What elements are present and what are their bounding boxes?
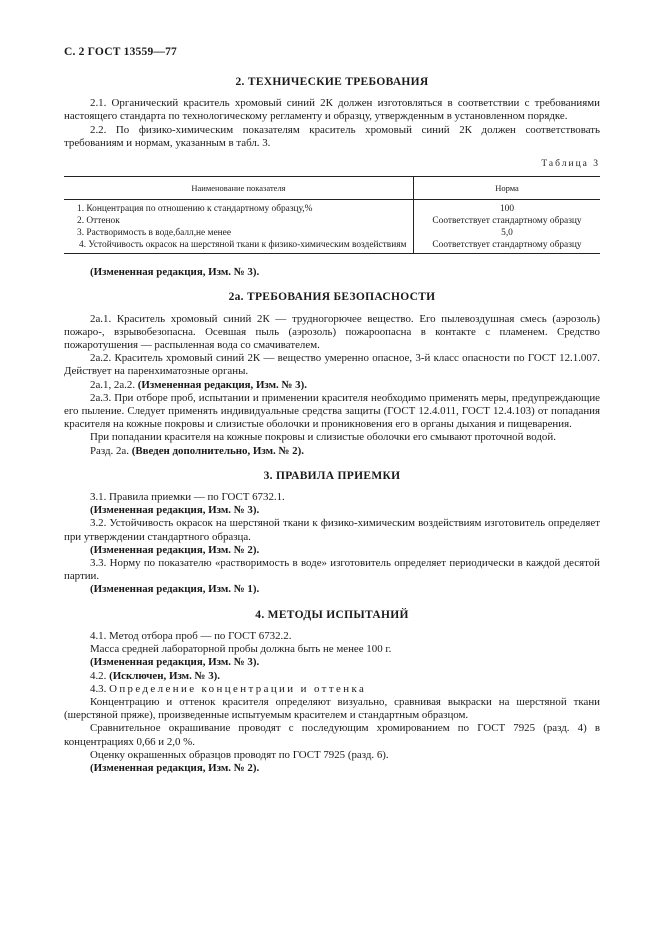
paragraph-4-3-c: Оценку окрашенных образцов проводят по ГОСТ 7925 (разд. 6). (90, 748, 389, 761)
paragraph-2-1: 2.1. Органический краситель хромовый синий 2К должен изготовляться в соответствии с требованиями настоящего стандарта по технологическому регламенту и образцу, утвержденным в установленном порядке. (64, 97, 600, 123)
table-caption: Таблица 3 (541, 159, 600, 170)
section-title-test-methods: 4. МЕТОДЫ ИСПЫТАНИЙ (255, 608, 409, 621)
paragraph-4-1-cont: Масса средней лабораторной пробы должна быть не менее 100 г. (90, 643, 392, 656)
amendment-note: (Измененная редакция, Изм. № 2). (90, 543, 260, 556)
page-header: С. 2 ГОСТ 13559—77 (64, 46, 177, 58)
paragraph-2a-2: 2а.2. Краситель хромовый синий 2К — вещество умеренно опасное, 3-й класс опасности по ГОСТ 12.1.007. Действует на паренхиматозные органы. (64, 352, 600, 378)
paragraph-4-2 (64, 670, 600, 683)
paragraph-2a-amend (64, 379, 600, 392)
table-cell-value: 5,0 (501, 228, 513, 239)
requirements-table (64, 176, 600, 254)
amendment-note: (Измененная редакция, Изм. № 3). (90, 266, 260, 279)
amendment-note: (Измененная редакция, Изм. № 3). (90, 504, 260, 517)
paragraph-4-1: 4.1. Метод отбора проб — по ГОСТ 6732.2. (90, 629, 292, 642)
table-header-indicator: Наименование показателя (64, 177, 414, 200)
paragraph-2a-1: 2а.1. Краситель хромовый синий 2К — трудногорючее вещество. Его пылевоздушная смесь (аэрозоль) пожаро-, взрывобезопасна. Осевшая пыль (аэрозоль) пожароопасна в контакте с пламенем. Средство пожаротушения — распыленная вода со смачивателем. (64, 312, 600, 352)
paragraph-3-3: 3.3. Норму по показателю «растворимость в воде» изготовитель определяет периодически в каждой десятой партии. (64, 557, 600, 583)
amendment-ref: 2а.1, 2а.2. (90, 378, 138, 391)
clause-number: 4.2. (90, 669, 110, 682)
table-header-norm: Норма (414, 177, 601, 200)
clause-number: 4.3. (90, 682, 110, 695)
paragraph-2a-intro (64, 445, 600, 458)
document-body (64, 76, 600, 775)
paragraph-2-2: 2.2. По физико-химическим показателям краситель хромовый синий 2К должен соответствовать требованиям и нормам, указанным в табл. 3. (64, 123, 600, 149)
table-row (64, 239, 600, 254)
table-row (64, 227, 600, 239)
paragraph-4-3 (64, 683, 600, 696)
subsection-title: Определение концентрации и оттенка (109, 682, 367, 695)
paragraph-4-3-a: Концентрацию и оттенок красителя определяют визуально, сравнивая выкраски на шерстяной ткани (шерстяной пряже), произведенные испытуемым красителем и стандартным образцом. (64, 695, 600, 722)
table-cell-value: 100 (499, 204, 515, 215)
table-cell-name: 1. Концентрация по отношению к стандартному образцу,% (64, 200, 414, 216)
paragraph-2a-3: 2а.3. При отборе проб, испытании и применении красителя необходимо применять меры, предупреждающие его пыление. Следует применять индивидуальные средства защиты (ГОСТ 12.4.011, ГОСТ 12.4.103) от попадания красителя на кожные покровы и слизистые оболочки и проникновения его в органы дыхания и пищеварения. (64, 391, 600, 431)
amendment-ref: Разд. 2а. (90, 444, 132, 457)
amendment-note: (Измененная редакция, Изм. № 3). (90, 656, 260, 669)
paragraph-4-3-b: Сравнительное окрашивание проводят с последующим хромированием по ГОСТ 7925 (разд. 4) в концентрациях 0,66 и 2,0 %. (64, 722, 600, 748)
amendment-note: (Исключен, Изм. № 3). (109, 669, 220, 682)
amendment-note: (Измененная редакция, Изм. № 2). (90, 761, 260, 774)
amendment-note: (Введен дополнительно, Изм. № 2). (131, 444, 304, 457)
table-row (64, 215, 600, 227)
table-cell-name: 3. Растворимость в воде,балл,не менее (64, 227, 414, 239)
table-cell-name: 2. Оттенок (64, 215, 414, 227)
paragraph-3-1: 3.1. Правила приемки — по ГОСТ 6732.1. (90, 491, 285, 504)
section-title-acceptance: 3. ПРАВИЛА ПРИЕМКИ (263, 469, 401, 482)
paragraph-2a-3-cont: При попадании красителя на кожные покровы и слизистые оболочки его смывают проточной водой. (90, 431, 556, 444)
amendment-note: (Измененная редакция, Изм. № 3). (137, 378, 307, 391)
table-row (64, 200, 600, 216)
table-cell-value: Соответствует стандартному образцу (414, 239, 601, 254)
table-cell-name: 4. Устойчивость окрасок на шерстяной ткани к физико-химическим воздействиям (64, 239, 414, 254)
paragraph-3-2: 3.2. Устойчивость окрасок на шерстяной ткани к физико-химическим воздействиям изготовитель определяет при утверждении стандартного образца. (64, 517, 600, 543)
section-title-safety: 2а. ТРЕБОВАНИЯ БЕЗОПАСНОСТИ (228, 291, 436, 304)
table-cell-value: Соответствует стандартному образцу (432, 216, 582, 227)
section-title-technical-requirements: 2. ТЕХНИЧЕСКИЕ ТРЕБОВАНИЯ (235, 76, 429, 88)
amendment-note: (Измененная редакция, Изм. № 1). (90, 583, 260, 596)
